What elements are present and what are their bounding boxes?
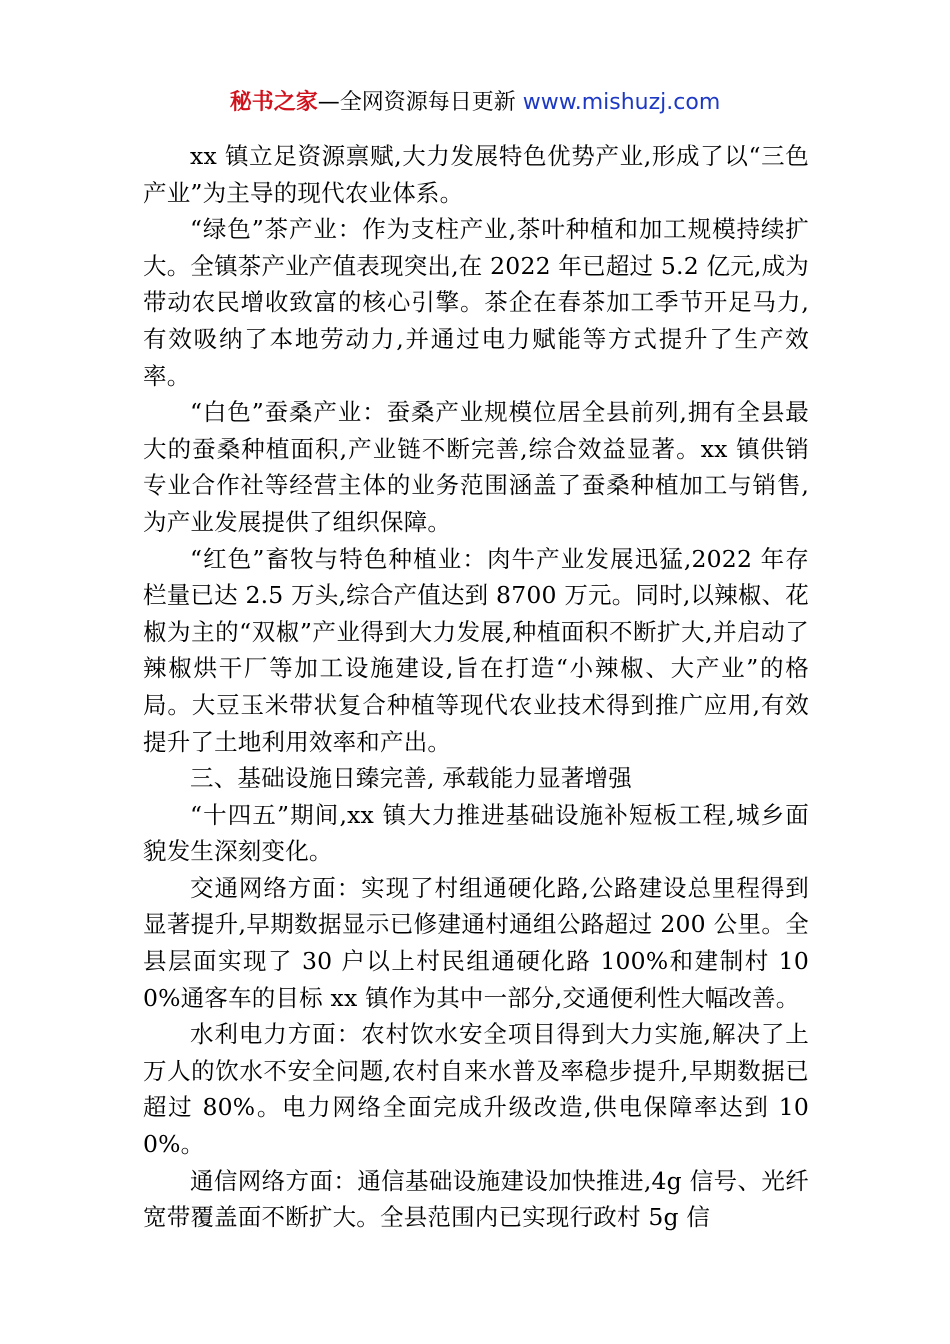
- paragraph-infrastructure-intro: “十四五”期间,xx 镇大力推进基础设施补短板工程,城乡面貌发生深刻变化。: [143, 800, 809, 866]
- header-separator: —: [317, 90, 340, 115]
- paragraph-green-tea: “绿色”茶产业：作为支柱产业,茶叶种植和加工规模持续扩大。全镇茶产业产值表现突出,在 2022 年已超过 5.2 亿元,成为带动农民增收致富的核心引擎。茶企在春茶加工季节开足马力,有效吸纳了本地劳动力,并通过电力赋能等方式提升了生产效率。: [143, 215, 809, 390]
- paragraph-white-sericulture: “白色”蚕桑产业：蚕桑产业规模位居全县前列,拥有全县最大的蚕桑种植面积,产业链不断完善,综合效益显著。xx 镇供销专业合作社等经营主体的业务范围涵盖了蚕桑种植加工与销售,为产业发展提供了组织保障。: [143, 398, 809, 536]
- paragraph-telecom: 通信网络方面：通信基础设施建设加快推进,4g 信号、光纤宽带覆盖面不断扩大。全县范围内已实现行政村 5g 信: [143, 1166, 809, 1232]
- paragraph-industry-intro: xx 镇立足资源禀赋,大力发展特色优势产业,形成了以“三色产业”为主导的现代农业体系。: [143, 142, 809, 207]
- site-url-link[interactable]: www.mishuzj.com: [522, 90, 721, 115]
- paragraph-transport: 交通网络方面：实现了村组通硬化路,公路建设总里程得到显著提升,早期数据显示已修建通村通组公路超过 200 公里。全县层面实现了 30 户以上村民组通硬化路 100%和建制村 100%通客车的目标 xx 镇作为其中一部分,交通便利性大幅改善。: [143, 873, 809, 1012]
- header-tagline: 全网资源每日更新: [339, 90, 523, 115]
- site-header: [0, 86, 950, 120]
- paragraph-red-livestock: “红色”畜牧与特色种植业：肉牛产业发展迅猛,2022 年存栏量已达 2.5 万头,综合产值达到 8700 万元。同时,以辣椒、花椒为主的“双椒”产业得到大力发展,种植面积不断扩大,并启动了辣椒烘干厂等加工设施建设,旨在打造“小辣椒、大产业”的格局。大豆玉米带状复合种植等现代农业技术得到推广应用,有效提升了土地利用效率和产出。: [143, 544, 809, 756]
- section-heading-infrastructure: 三、基础设施日臻完善, 承载能力显著增强: [190, 764, 632, 793]
- paragraph-water-power: 水利电力方面：农村饮水安全项目得到大力实施,解决了上万人的饮水不安全问题,农村自来水普及率稳步提升,早期数据已超过 80%。电力网络全面完成升级改造,供电保障率达到 100%。: [143, 1020, 809, 1159]
- site-brand: 秘书之家: [229, 90, 318, 115]
- document-body: [143, 138, 809, 1236]
